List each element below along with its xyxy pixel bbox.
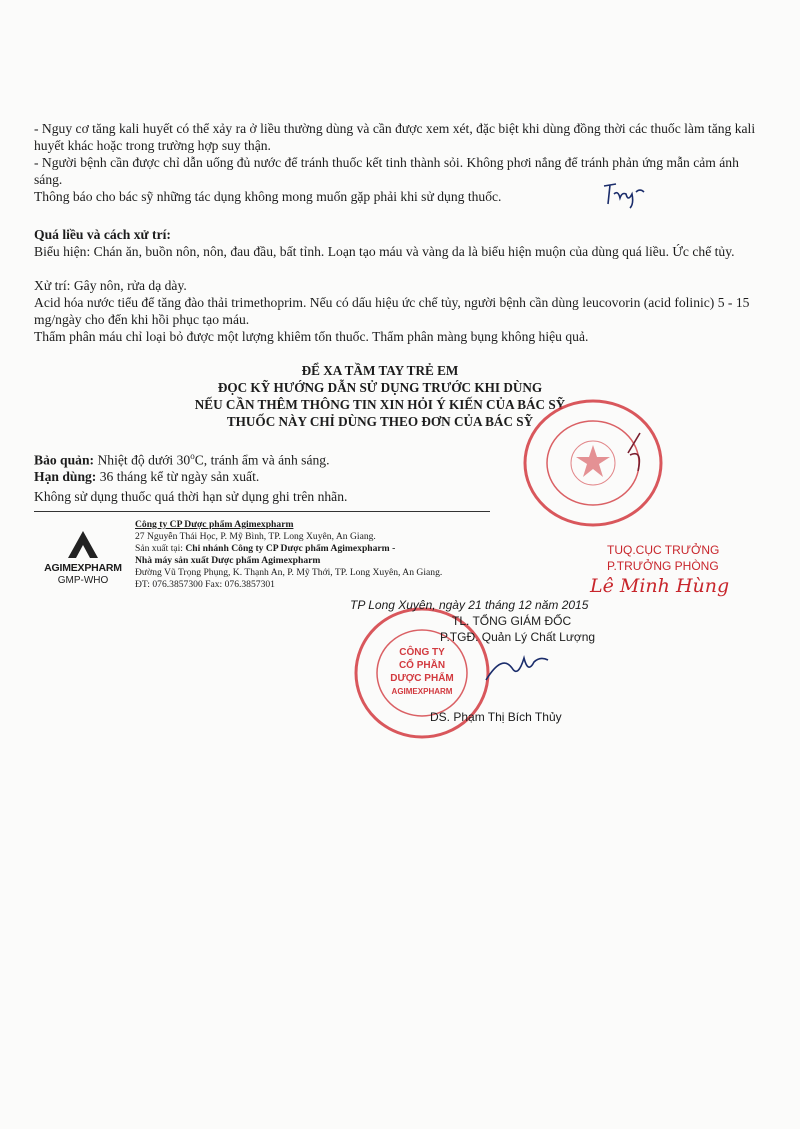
stamp-line-1: CÔNG TY (399, 647, 445, 658)
overdose-acidification: Acid hóa nước tiểu để tăng đào thải trimethoprim. Nếu có dấu hiệu ức chế tủy, người bệnh cần dùng leucovorin (acid folinic) 5 - 15 mg/ngày cho đến khi hồi phục tạo máu. (34, 295, 750, 327)
approval-signature: Lê Minh Hùng (590, 575, 730, 597)
agimexpharm-logo-icon (62, 528, 104, 560)
signoff-title-2: P.TGĐ. Quản Lý Chất Lượng (440, 630, 596, 644)
signoff-date: TP Long Xuyên, ngày 21 tháng 12 năm 2015 (350, 598, 589, 612)
warning-ask-doctor: NẾU CẦN THÊM THÔNG TIN XIN HỎI Ý KIẾN CỦA BÁC SỸ (194, 397, 566, 412)
overdose-dialysis: Thẩm phân máu chỉ loại bỏ được một lượng khiêm tốn thuốc. Thẩm phân màng bụng không hiệu quả. (34, 329, 589, 344)
ministry-stamp-icon (518, 393, 668, 533)
overdose-heading: Quá liều và cách xử trí: (34, 227, 171, 242)
warning-read-instructions: ĐỌC KỸ HƯỚNG DẪN SỬ DỤNG TRƯỚC KHI DÙNG (217, 380, 543, 395)
paragraph-hydration: - Người bệnh cần được chỉ dẫn uống đủ nước để tránh thuốc kết tinh thành sỏi. Không phơi nắng để tránh phản ứng mẫn cảm ánh sáng. (34, 155, 739, 187)
paragraph-hyperkalemia: - Nguy cơ tăng kali huyết có thể xảy ra ở liều thường dùng và cần được xem xét, đặc biệt khi dùng đồng thời các thuốc làm tăng kali huyết khác hoặc trong trường hợp suy thận. (34, 121, 756, 153)
logo-name: AGIMEXPHARM (44, 562, 122, 574)
divider-line (34, 511, 490, 512)
expiry-label: Hạn dùng: (34, 469, 97, 484)
stamp-line-2: CỔ PHẦN (398, 660, 446, 671)
initials-signature (600, 180, 650, 210)
production-label: Sản xuất tại: (135, 543, 186, 554)
stamp-line-4: AGIMEXPHARM (391, 687, 453, 696)
warning-prescription-only: THUỐC NÀY CHỈ DÙNG THEO ĐƠN CỦA BÁC SỸ (226, 414, 534, 429)
degree-sign: o (190, 451, 195, 461)
no-use-after-expiry: Không sử dụng thuốc quá thời hạn sử dụng ghi trên nhãn. (34, 489, 348, 504)
signoff-name: DS. Phạm Thị Bích Thủy (430, 710, 562, 724)
logo-gmp-who: GMP-WHO (57, 575, 109, 586)
factory-address: Đường Vũ Trọng Phụng, K. Thạnh An, P. Mỹ Thới, TP. Long Xuyên, An Giang. (135, 567, 443, 578)
storage-label: Bảo quản: (34, 452, 95, 468)
director-signature (482, 648, 552, 688)
company-name: Công ty CP Dược phẩm Agimexpharm (135, 519, 294, 530)
company-factory: Nhà máy sản xuất Dược phẩm Agimexpharm (135, 555, 321, 566)
signoff-title-1: TL. TỔNG GIÁM ĐỐC (452, 614, 572, 628)
overdose-treatment: Xử trí: Gây nôn, rửa dạ dày. (34, 278, 187, 293)
stamp-line-3: DƯỢC PHẨM (390, 673, 454, 684)
company-phone-fax: ĐT: 076.3857300 Fax: 076.3857301 (135, 579, 275, 590)
approval-line-1: TUQ.CỤC TRƯỞNG (607, 543, 720, 557)
expiry-text: 36 tháng kể từ ngày sản xuất. (96, 469, 260, 484)
paragraph-report-effects: Thông báo cho bác sỹ những tác dụng không mong muốn gặp phải khi sử dụng thuốc. (34, 189, 502, 204)
company-production-site (135, 543, 395, 554)
approval-line-2: P.TRƯỞNG PHÒNG (607, 559, 719, 573)
warning-keep-away: ĐỂ XA TẦM TAY TRẺ EM (301, 363, 459, 378)
overdose-symptoms: Biểu hiện: Chán ăn, buồn nôn, nôn, đau đầu, bất tỉnh. Loạn tạo máu và vàng da là biểu hiện muộn của dùng quá liều. Ức chế tủy. (34, 244, 735, 259)
production-branch: Chi nhánh Công ty CP Dược phẩm Agimexpharm - (185, 543, 396, 554)
storage-text-end: C, tránh ẩm và ánh sáng. (194, 452, 330, 468)
company-address: 27 Nguyễn Thái Học, P. Mỹ Bình, TP. Long Xuyên, An Giang. (135, 531, 376, 542)
storage-text: Nhiệt độ dưới 30 (94, 452, 191, 468)
